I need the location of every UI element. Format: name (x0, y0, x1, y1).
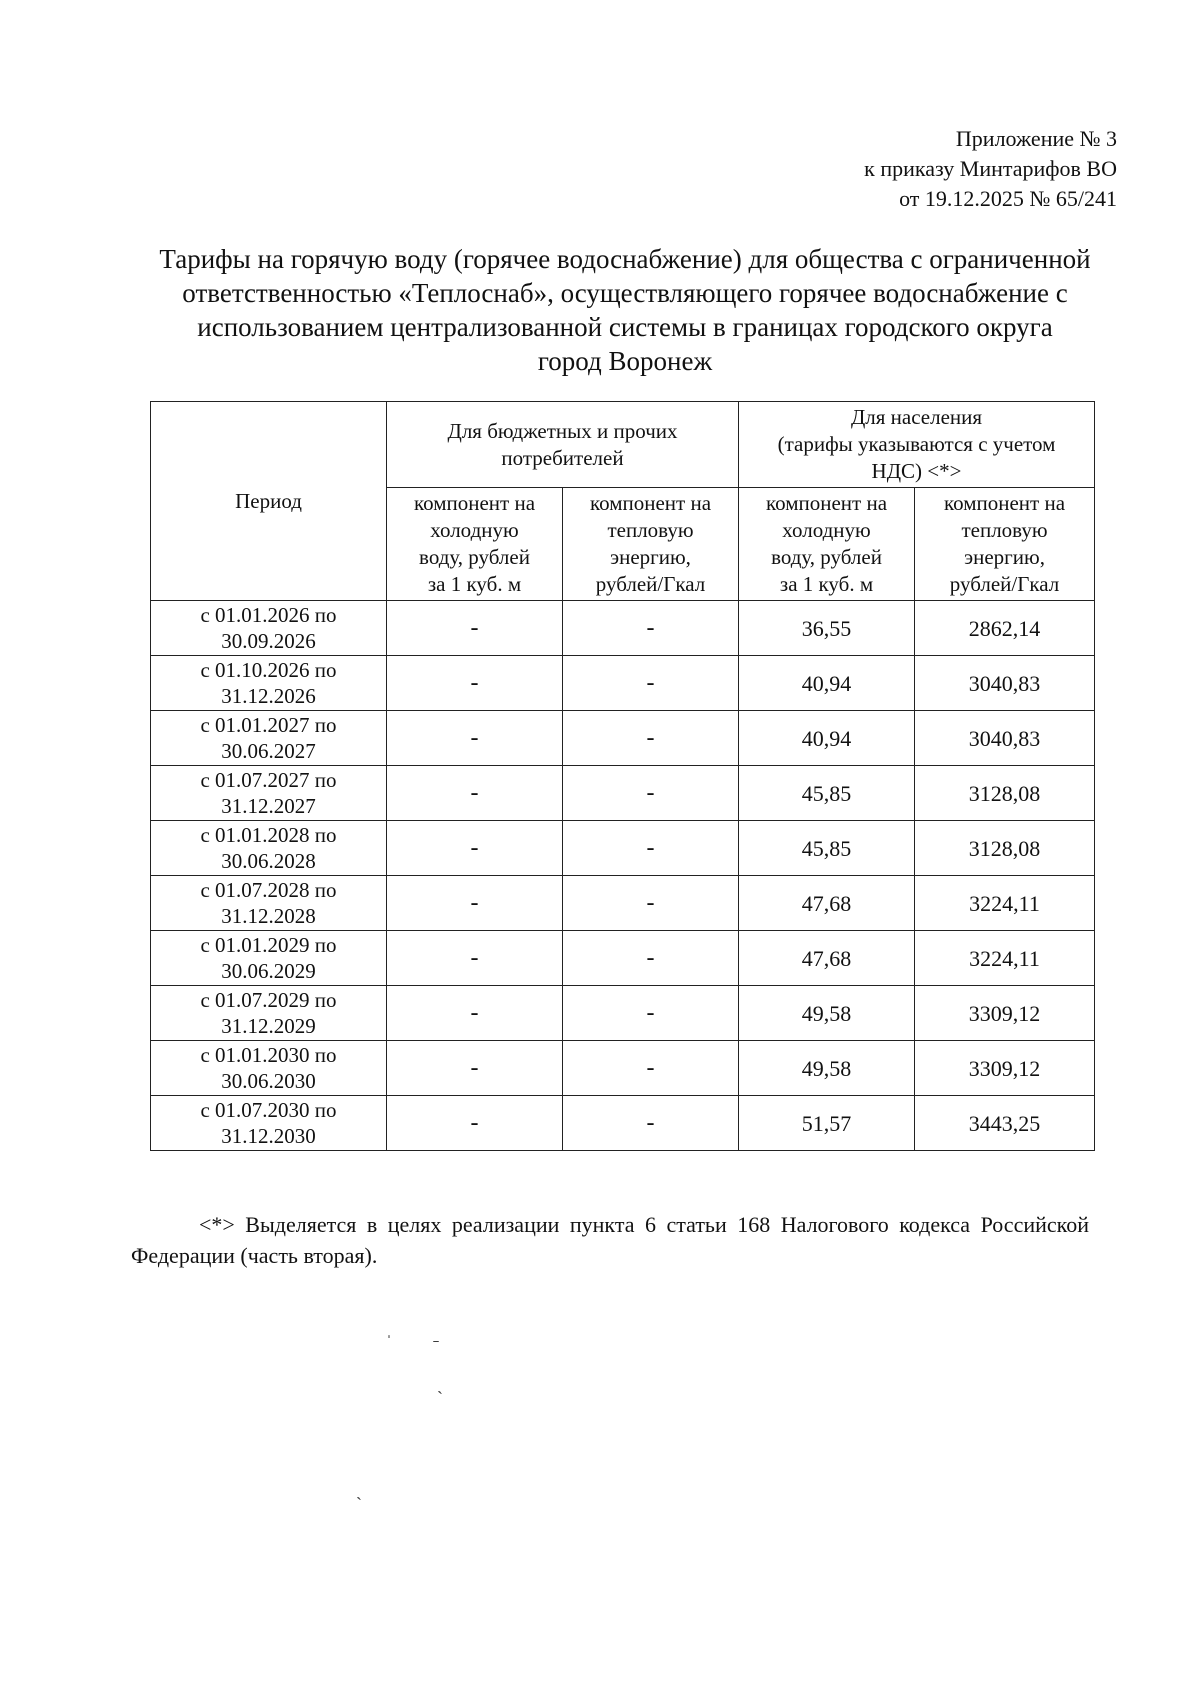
period-to: 30.06.2028 (221, 849, 316, 873)
population-heat-cell: 3040,83 (915, 656, 1095, 711)
scan-artifact-mark: ˉ (433, 1336, 439, 1356)
budget-heat-cell: - (563, 601, 739, 656)
period-from: с 01.10.2026 по (200, 658, 337, 682)
period-cell (151, 821, 387, 876)
population-heat-cell: 2862,14 (915, 601, 1095, 656)
table-row (151, 1041, 1095, 1096)
header-line: тепловую (607, 518, 694, 542)
population-cold-cell: 47,68 (739, 931, 915, 986)
period-cell (151, 931, 387, 986)
period-to: 30.06.2030 (221, 1069, 316, 1093)
title-line: город Воронеж (537, 346, 713, 376)
budget-cold-cell: - (387, 931, 563, 986)
period-from: с 01.07.2029 по (200, 988, 337, 1012)
header-line: Для бюджетных и прочих (447, 418, 678, 443)
tariff-table (150, 401, 1095, 1151)
budget-heat-header (563, 488, 739, 601)
population-cold-cell: 49,58 (739, 1041, 915, 1096)
period-from: с 01.01.2026 по (200, 603, 337, 627)
budget-heat-cell: - (563, 931, 739, 986)
header-line: (тарифы указываются с учетом (777, 432, 1056, 456)
table-row (151, 711, 1095, 766)
period-to: 30.09.2026 (221, 629, 316, 653)
table-row (151, 766, 1095, 821)
population-heat-cell: 3128,08 (915, 821, 1095, 876)
header-line: холодную (782, 518, 871, 542)
population-heat-cell: 3224,11 (915, 931, 1095, 986)
header-line: рублей/Гкал (595, 572, 706, 596)
table-row (151, 876, 1095, 931)
table-row (151, 656, 1095, 711)
title-line: Тарифы на горячую воду (горячее водоснабжение) для общества с ограниченной (159, 244, 1091, 274)
header-line: энергию, (964, 545, 1045, 569)
budget-group-header (387, 402, 739, 488)
period-to: 30.06.2029 (221, 959, 316, 983)
population-group-header (739, 402, 1095, 488)
scan-artifact-mark: ˋ (437, 1388, 443, 1408)
table-row (151, 1096, 1095, 1151)
period-cell (151, 876, 387, 931)
header-line: компонент на (413, 491, 536, 515)
period-cell (151, 1041, 387, 1096)
footnote: <*> Выделяется в целях реализации пункта 6 статьи 168 Налогового кодекса Российской Федерации (часть вторая). (131, 1212, 1089, 1268)
budget-cold-cell: - (387, 711, 563, 766)
header-line: воду, рублей (771, 545, 882, 569)
period-from: с 01.07.2030 по (200, 1098, 337, 1122)
appendix-order: к приказу Минтарифов ВО (864, 156, 1117, 181)
scan-artifact-mark: ˎ (356, 1480, 362, 1500)
budget-cold-cell: - (387, 656, 563, 711)
population-cold-cell: 45,85 (739, 821, 915, 876)
header-line: компонент на (765, 491, 888, 515)
period-from: с 01.01.2028 по (200, 823, 337, 847)
period-to: 31.12.2030 (221, 1124, 316, 1148)
budget-heat-cell: - (563, 1096, 739, 1151)
population-heat-cell: 3040,83 (915, 711, 1095, 766)
population-heat-cell: 3309,12 (915, 1041, 1095, 1096)
period-from: с 01.01.2030 по (200, 1043, 337, 1067)
period-to: 31.12.2028 (221, 904, 316, 928)
population-cold-cell: 51,57 (739, 1096, 915, 1151)
population-cold-cell: 47,68 (739, 876, 915, 931)
budget-heat-cell: - (563, 876, 739, 931)
header-line: энергию, (610, 545, 691, 569)
population-cold-cell: 45,85 (739, 766, 915, 821)
table-row (151, 931, 1095, 986)
header-line: воду, рублей (419, 545, 530, 569)
budget-heat-cell: - (563, 711, 739, 766)
population-cold-cell: 49,58 (739, 986, 915, 1041)
header-line: потребителей (501, 445, 624, 470)
budget-cold-cell: - (387, 601, 563, 656)
header-line: холодную (430, 518, 519, 542)
header-line: компонент на (943, 491, 1066, 515)
scan-artifact-mark: ˌ (386, 1318, 392, 1338)
table-row (151, 821, 1095, 876)
budget-heat-cell: - (563, 1041, 739, 1096)
document-title (125, 242, 1125, 378)
header-line: компонент на (589, 491, 712, 515)
budget-heat-cell: - (563, 986, 739, 1041)
population-heat-cell: 3443,25 (915, 1096, 1095, 1151)
population-cold-cell: 40,94 (739, 711, 915, 766)
period-header (151, 402, 387, 601)
population-cold-cell: 36,55 (739, 601, 915, 656)
period-to: 30.06.2027 (221, 739, 316, 763)
period-cell (151, 766, 387, 821)
period-cell (151, 601, 387, 656)
period-to: 31.12.2026 (221, 684, 316, 708)
budget-cold-header (387, 488, 563, 601)
period-cell (151, 656, 387, 711)
budget-cold-cell: - (387, 1096, 563, 1151)
period-cell (151, 1096, 387, 1151)
period-from: с 01.07.2027 по (200, 768, 337, 792)
budget-heat-cell: - (563, 766, 739, 821)
period-to: 31.12.2027 (221, 794, 316, 818)
budget-heat-cell: - (563, 821, 739, 876)
title-line: использованием централизованной системы в границах городского округа (197, 312, 1053, 342)
budget-heat-cell: - (563, 656, 739, 711)
budget-cold-cell: - (387, 876, 563, 931)
appendix-reference (760, 124, 1117, 214)
period-cell (151, 711, 387, 766)
population-cold-cell: 40,94 (739, 656, 915, 711)
period-to: 31.12.2029 (221, 1014, 316, 1038)
title-line: ответственностью «Теплоснаб», осуществляющего горячее водоснабжение с (182, 278, 1068, 308)
population-heat-header (915, 488, 1095, 601)
appendix-date: от 19.12.2025 № 65/241 (899, 186, 1117, 211)
table-row (151, 601, 1095, 656)
budget-cold-cell: - (387, 986, 563, 1041)
period-from: с 01.01.2029 по (200, 933, 337, 957)
period-from: с 01.07.2028 по (200, 878, 337, 902)
population-heat-cell: 3309,12 (915, 986, 1095, 1041)
population-heat-cell: 3224,11 (915, 876, 1095, 931)
period-cell (151, 986, 387, 1041)
budget-cold-cell: - (387, 821, 563, 876)
header-line: за 1 куб. м (427, 572, 522, 596)
appendix-number: Приложение № 3 (955, 126, 1117, 151)
budget-cold-cell: - (387, 1041, 563, 1096)
header-line: рублей/Гкал (949, 572, 1060, 596)
header-line: НДС) <*> (871, 459, 962, 483)
table-row (151, 986, 1095, 1041)
period-header-label: Период (235, 488, 302, 513)
population-cold-header (739, 488, 915, 601)
header-line: тепловую (961, 518, 1048, 542)
period-from: с 01.01.2027 по (200, 713, 337, 737)
population-heat-cell: 3128,08 (915, 766, 1095, 821)
header-line: за 1 куб. м (779, 572, 874, 596)
budget-cold-cell: - (387, 766, 563, 821)
header-line: Для населения (850, 405, 983, 429)
